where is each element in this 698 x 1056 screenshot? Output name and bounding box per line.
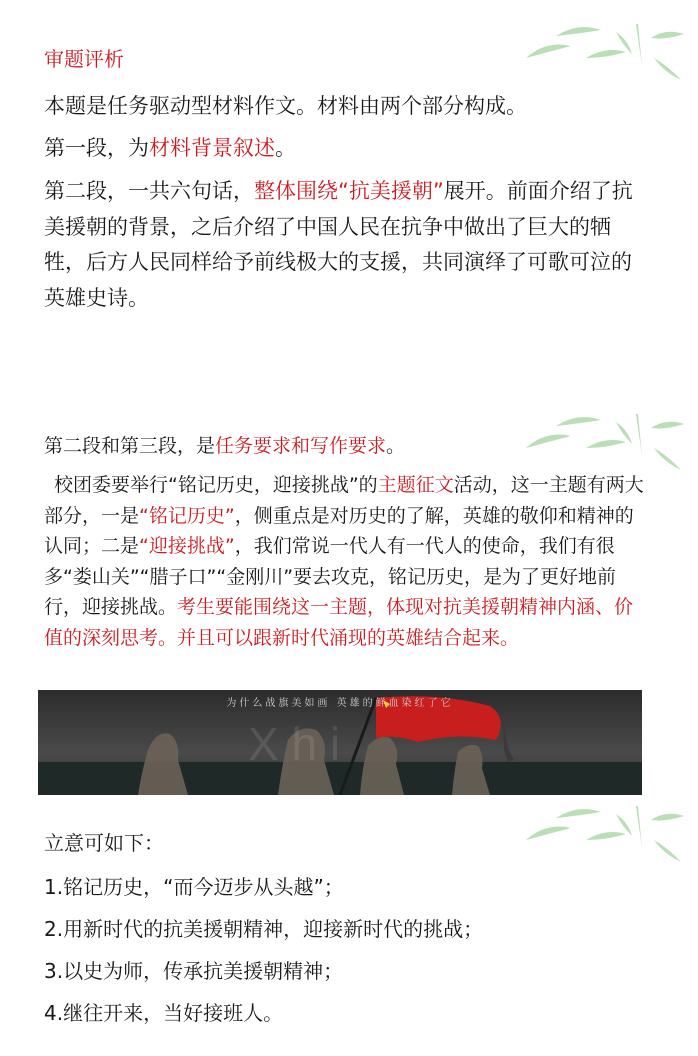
banner-caption: 为什么战旗美如画 英雄的鲜血染红了它 bbox=[226, 698, 454, 709]
paragraph-first-segment bbox=[44, 132, 644, 164]
text: ，我们常说一代人有一代人的使命，我们有很多“娄山关”“腊子口”“金刚川”要去攻克，铭记历史，是为了更好地前行，迎接挑战。 bbox=[44, 535, 617, 618]
text: 第二段和第三段，是 bbox=[44, 435, 216, 457]
highlight-text: 材料背景叙述 bbox=[149, 136, 275, 160]
list-item: 1.铭记历史，“而今迈步从头越”； bbox=[44, 875, 344, 899]
list-item: 3.以史为师，传承抗美援朝精神； bbox=[44, 959, 344, 983]
list-item: 2.用新时代的抗美援朝精神，迎接新时代的挑战； bbox=[44, 917, 484, 941]
text: 校团委要举行“铭记历史，迎接挑战”的 bbox=[54, 474, 378, 496]
highlight-text: “迎接挑战” bbox=[139, 535, 235, 557]
text: 第二段，一共六句话， bbox=[44, 179, 254, 203]
paragraph-theme-explanation bbox=[44, 470, 652, 653]
highlight-text: 任务要求和写作要求 bbox=[215, 435, 387, 457]
text: 展开。前面介绍了抗美援朝的背景，之后介绍了中国人民在抗争中做出了巨大的牺牲，后方人民同样给予前线极大的支援，共同演绎了可歌可泣的英雄史诗。 bbox=[44, 179, 633, 310]
section-title-analysis: 审题评析 bbox=[44, 47, 124, 71]
paragraph-second-segment bbox=[44, 174, 649, 316]
svg-text:X h i: X h i bbox=[248, 718, 341, 770]
highlight-text: 考生要能围绕这一主题，体现对抗美援朝精神内涵、价值的深刻思考。并且可以跟新时代涌现的英雄结合起来。 bbox=[44, 596, 634, 649]
list-item: 4.继往开来，当好接班人。 bbox=[44, 1001, 284, 1025]
highlight-text: “铭记历史” bbox=[139, 504, 235, 527]
section-title-ideas: 立意可如下： bbox=[44, 831, 164, 855]
war-banner-image bbox=[38, 690, 642, 795]
text: ，侧重点是对历史的了解，英雄的敬仰和精神的认同；二是 bbox=[44, 504, 634, 557]
highlight-text: 整体围绕“抗美援朝” bbox=[254, 179, 444, 203]
text: 。 bbox=[275, 136, 296, 160]
paragraph-task-requirements bbox=[44, 432, 644, 460]
text: 。 bbox=[386, 435, 406, 457]
text: 第一段，为 bbox=[44, 136, 149, 160]
text: 活动，这一主题有两大部分，一是 bbox=[44, 474, 644, 527]
highlight-text: 主题征文 bbox=[377, 474, 454, 496]
paragraph-intro: 本题是任务驱动型材料作文。材料由两个部分构成。 bbox=[44, 94, 527, 118]
